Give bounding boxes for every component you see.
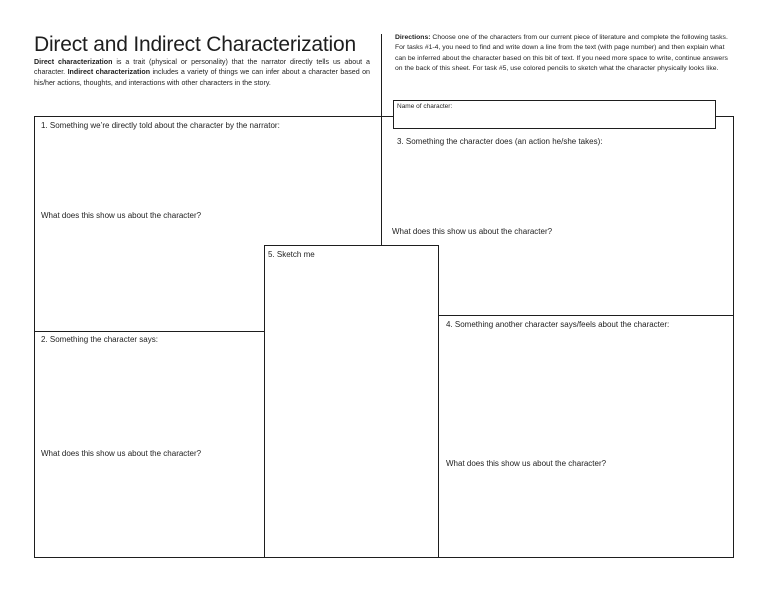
task2-question: What does this show us about the character? <box>41 449 202 458</box>
indirect-term: Indirect characterization <box>67 68 151 77</box>
task5-prompt: 5. Sketch me <box>268 250 315 259</box>
task1-question: What does this show us about the character? <box>41 211 202 220</box>
indirect-definition: includes a variety of things we can infer about a character based on his/her actions, thoughts, and interactions with other characters in the story. <box>34 68 371 87</box>
task3-question: What does this show us about the character? <box>392 227 553 236</box>
task4-prompt: 4. Something another character says/feels about the character: <box>446 320 670 329</box>
direct-term: Direct characterization <box>34 58 113 66</box>
direct-definition: is a trait (physical or personality) that the narrator directly tells us about a character. <box>34 58 370 77</box>
directions-label: Directions: <box>395 34 431 41</box>
task1-prompt: 1. Something we’re directly told about the character by the narrator: <box>41 121 280 130</box>
header-divider <box>381 34 382 116</box>
task3-prompt: 3. Something the character does (an action he/she takes): <box>397 137 603 146</box>
directions-paragraph <box>395 33 731 74</box>
character-name-field[interactable] <box>393 100 716 129</box>
page-title: Direct and Indirect Characterization <box>34 33 356 56</box>
character-name-label: Name of character: <box>397 103 453 110</box>
task5-sketch-box[interactable] <box>264 245 439 558</box>
directions-text: Choose one of the characters from our current piece of literature and complete the following tasks. For tasks #1-4, you need to find and write down a line from the text (with page number) and then explain what can be inferred about the character based on this bit of text. If you need more space to write, continue answers on the back of this sheet. For task #5, use colored pencils to sketch what the character physically looks like. <box>395 34 728 72</box>
task2-prompt: 2. Something the character says: <box>41 335 158 344</box>
task4-question: What does this show us about the character? <box>446 459 607 468</box>
task4-box[interactable] <box>438 315 734 558</box>
task2-box[interactable] <box>34 331 265 558</box>
intro-paragraph <box>34 57 370 88</box>
